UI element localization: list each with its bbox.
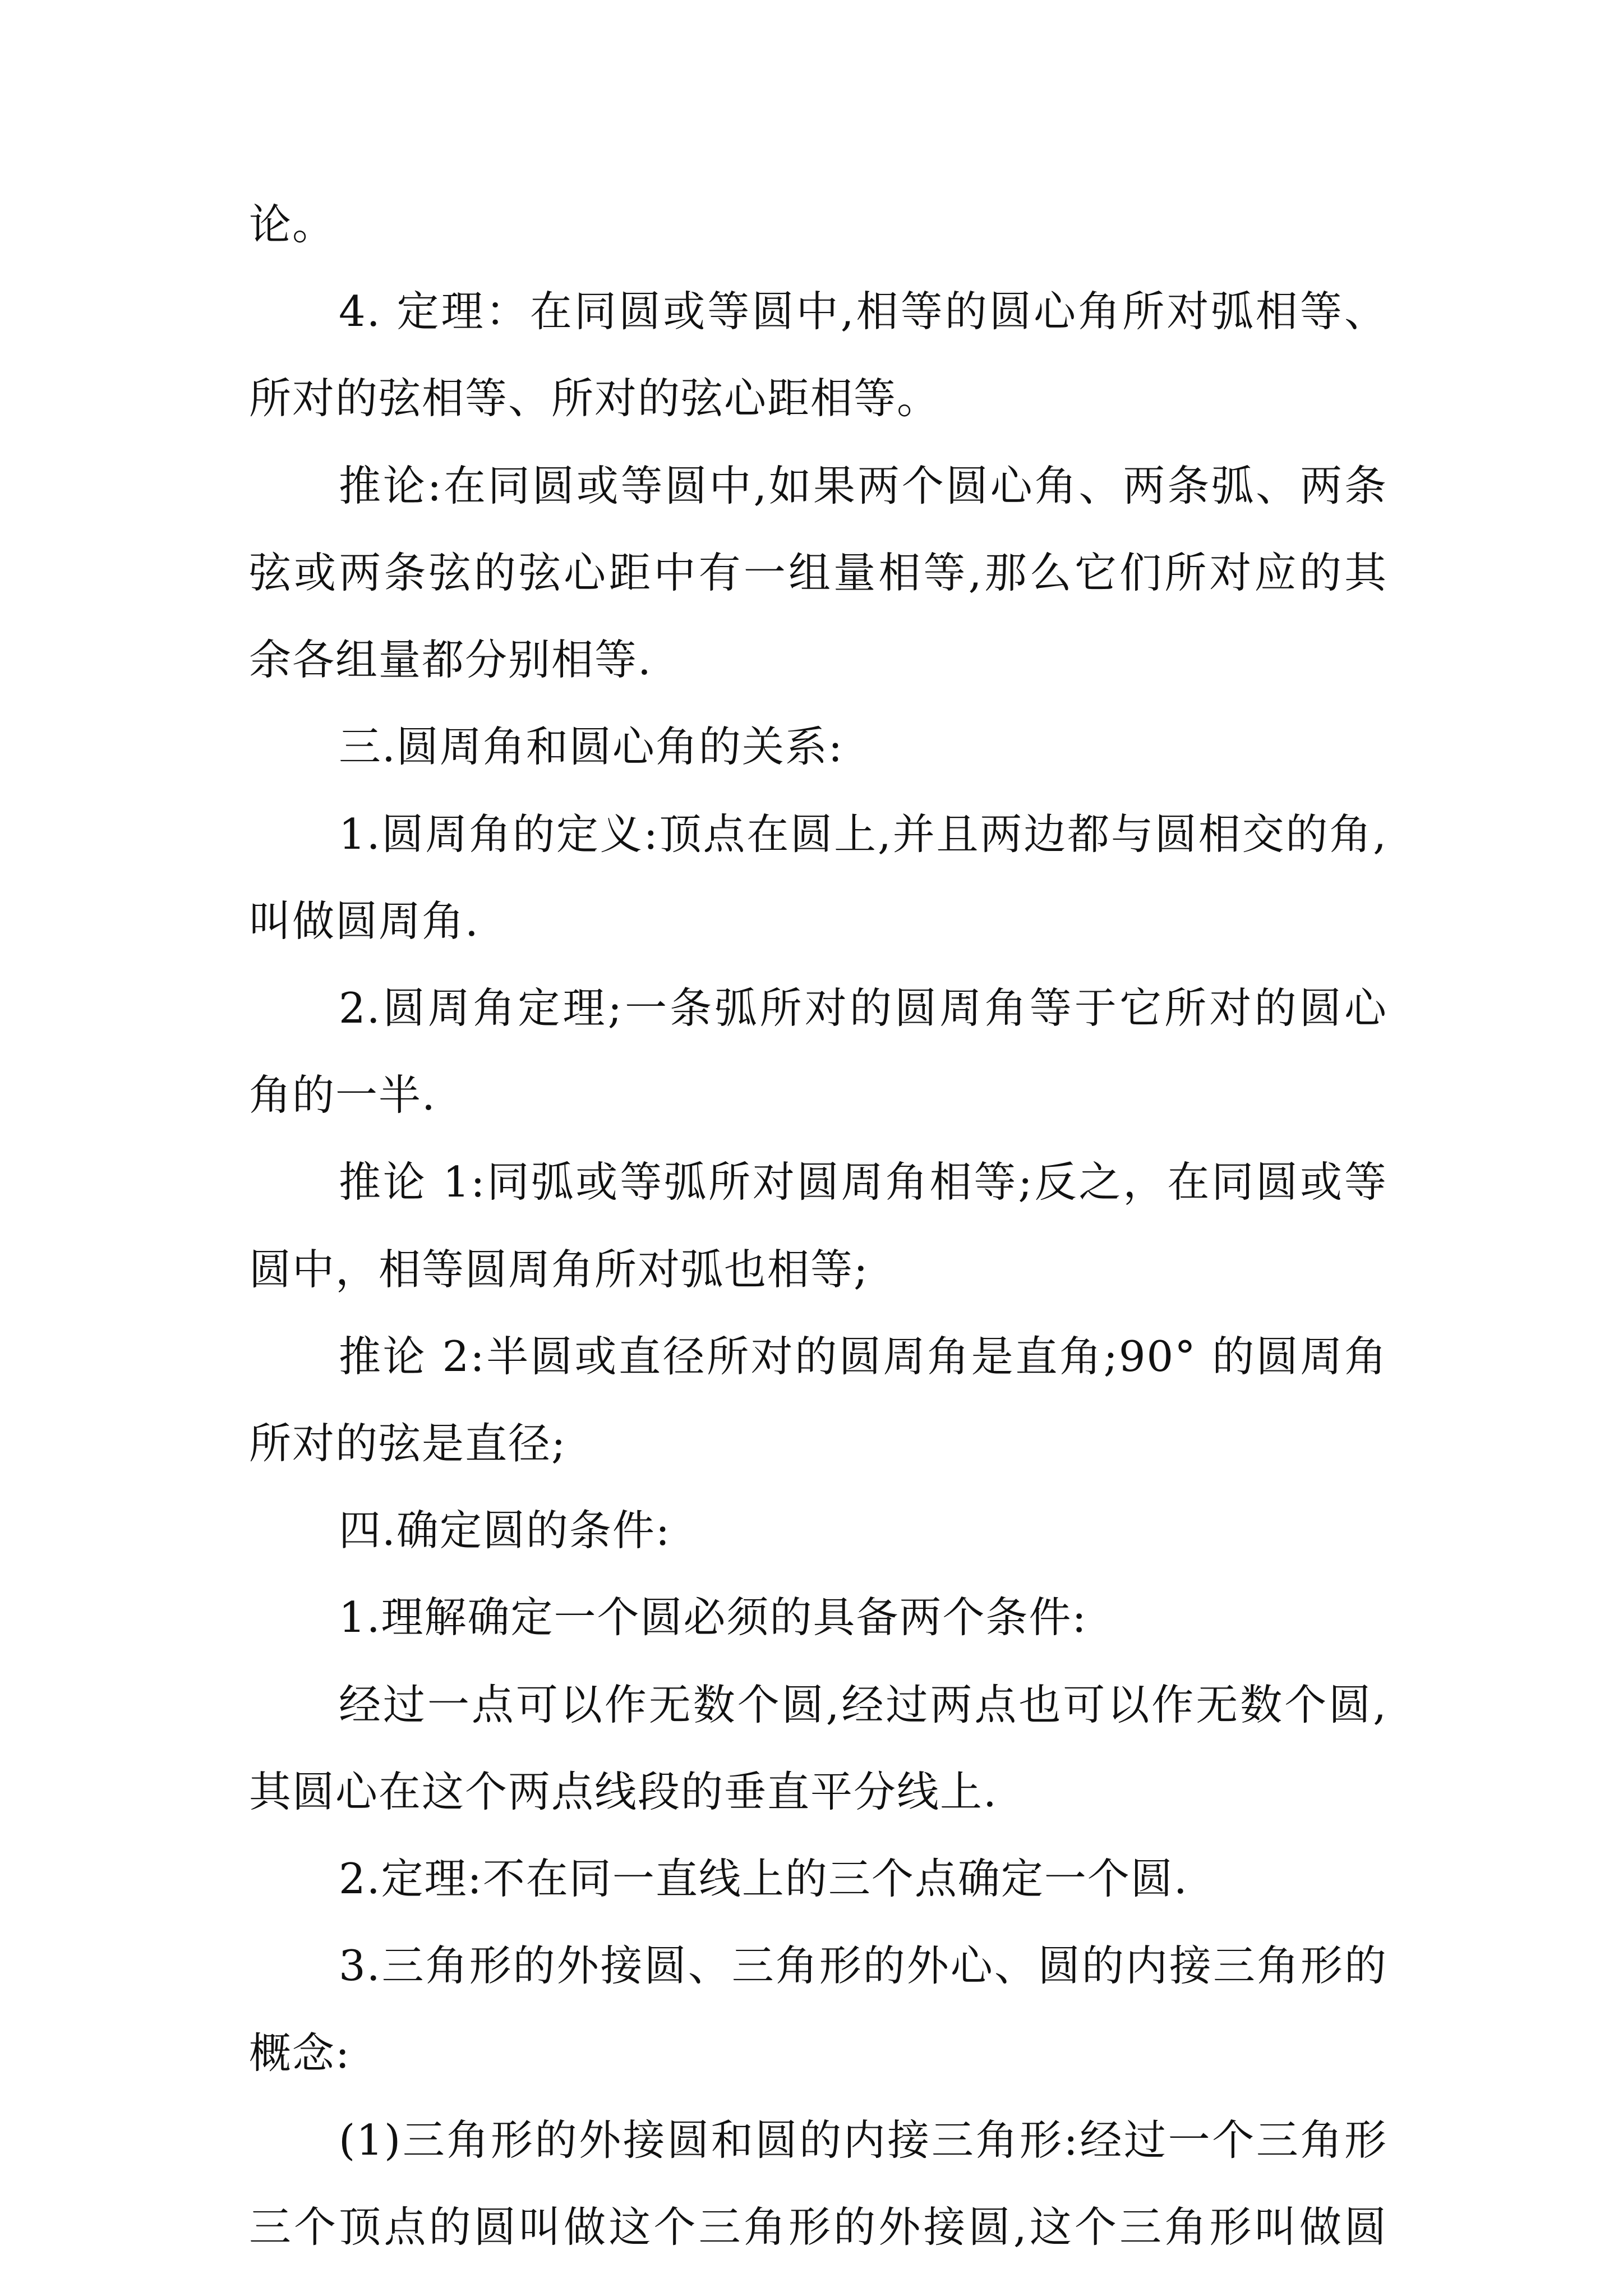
text-line: 其圆心在这个两点线段的垂直平分线上.: [249, 1767, 998, 1816]
text-line: 推论 2:半圆或直径所对的圆周角是直角;90° 的圆周角: [339, 1332, 1387, 1381]
text-line: 经过一点可以作无数个圆,经过两点也可以作无数个圆,: [339, 1680, 1387, 1729]
text-line: 所对的弦是直径;: [249, 1419, 567, 1468]
text-line: 1.理解确定一个圆必须的具备两个条件:: [339, 1593, 1087, 1642]
text-line: 1.圆周角的定义:顶点在圆上,并且两边都与圆相交的角,: [339, 809, 1387, 859]
text-line: (1)三角形的外接圆和圆的内接三角形:经过一个三角形: [339, 2115, 1387, 2165]
text-line: 角的一半.: [249, 1070, 436, 1120]
text-line: 推论:在同圆或等圆中,如果两个圆心角、两条弧、两条: [339, 461, 1387, 510]
text-line: 2.定理:不在同一直线上的三个点确定一个圆.: [339, 1854, 1188, 1903]
text-line: 3.三角形的外接圆、三角形的外心、圆的内接三角形的: [339, 1941, 1387, 1990]
text-line: 2.圆周角定理;一条弧所对的圆周角等于它所对的圆心: [339, 983, 1387, 1033]
text-line: 余各组量都分别相等.: [249, 635, 652, 684]
text-line: 所对的弦相等、所对的弦心距相等。: [249, 374, 940, 423]
text-line: 叫做圆周角.: [249, 896, 479, 946]
text-line: 圆中，相等圆周角所对弧也相等;: [249, 1245, 869, 1294]
text-line: 4. 定理：在同圆或等圆中,相等的圆心角所对弧相等、: [339, 287, 1387, 336]
section-heading: 三.圆周角和圆心角的关系:: [339, 722, 844, 771]
text-line: 三个顶点的圆叫做这个三角形的外接圆,这个三角形叫做圆: [249, 2202, 1387, 2252]
text-line: 推论 1:同弧或等弧所对圆周角相等;反之，在同圆或等: [339, 1157, 1387, 1207]
text-line: 弦或两条弦的弦心距中有一组量相等,那么它们所对应的其: [249, 548, 1387, 597]
text-line: 概念:: [249, 2028, 351, 2078]
text-line: 论。: [249, 200, 336, 249]
section-heading: 四.确定圆的条件:: [339, 1506, 671, 1555]
